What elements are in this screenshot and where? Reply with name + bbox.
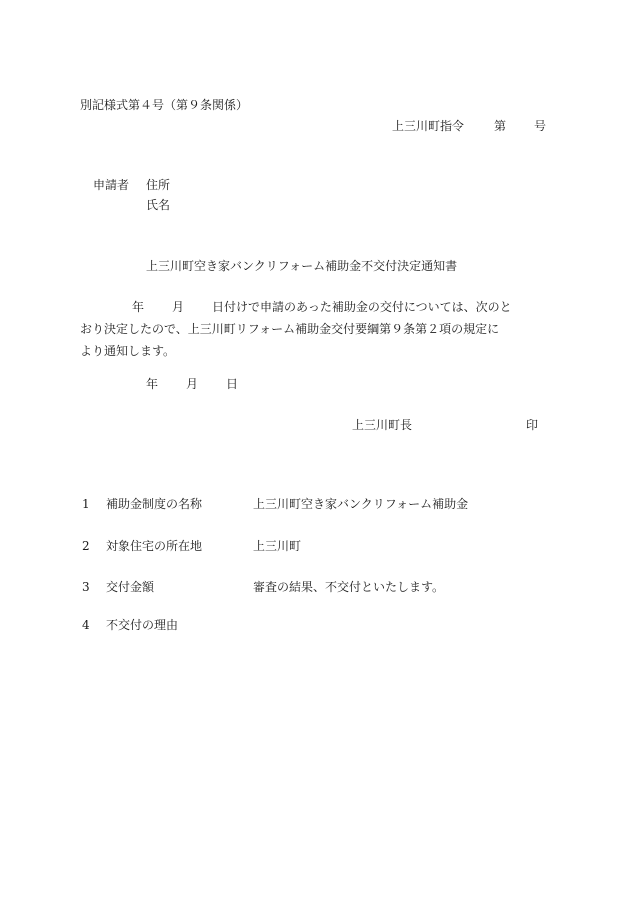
- item-number: 3: [82, 580, 90, 594]
- body-line-1-rest: 日付けで申請のあった補助金の交付については、次のと: [212, 300, 512, 314]
- seal-mark: 印: [526, 418, 539, 432]
- item-label: 交付金額: [106, 580, 155, 594]
- body-year: 年: [132, 300, 145, 314]
- body-line-2: おり決定したので、上三川町リフォーム補助金交付要綱第９条第２項の規定に: [80, 322, 500, 336]
- body-line-3: より通知します。: [80, 344, 176, 358]
- item-value: 上三川町空き家バンクリフォーム補助金: [253, 497, 469, 511]
- item-number: 1: [82, 497, 90, 511]
- doc-number-dai: 第: [494, 119, 507, 133]
- document-title: 上三川町空き家バンクリフォーム補助金不交付決定通知書: [146, 259, 458, 273]
- item-number: 4: [82, 618, 90, 632]
- item-value: 上三川町: [253, 539, 302, 553]
- body-line-1: [80, 296, 550, 318]
- item-label: 対象住宅の所在地: [106, 539, 203, 553]
- body-paragraph: [80, 296, 550, 362]
- doc-number-issuer: 上三川町指令: [392, 119, 465, 133]
- doc-number-go: 号: [534, 119, 547, 133]
- mayor-title: 上三川町長: [352, 418, 413, 432]
- date-month: 月: [186, 377, 199, 391]
- item-value: 審査の結果、不交付といたします。: [253, 580, 445, 594]
- applicant-label: 申請者: [93, 178, 130, 192]
- name-label: 氏名: [146, 198, 171, 212]
- form-label: 別記様式第４号（第９条関係）: [80, 98, 249, 112]
- date-year: 年: [146, 377, 159, 391]
- address-label: 住所: [146, 178, 171, 192]
- issue-date: [146, 377, 238, 391]
- item-label: 不交付の理由: [106, 618, 179, 632]
- document-number: [392, 119, 546, 133]
- item-number: 2: [82, 539, 90, 553]
- date-day: 日: [226, 377, 239, 391]
- body-month: 月: [172, 300, 185, 314]
- item-label: 補助金制度の名称: [106, 497, 203, 511]
